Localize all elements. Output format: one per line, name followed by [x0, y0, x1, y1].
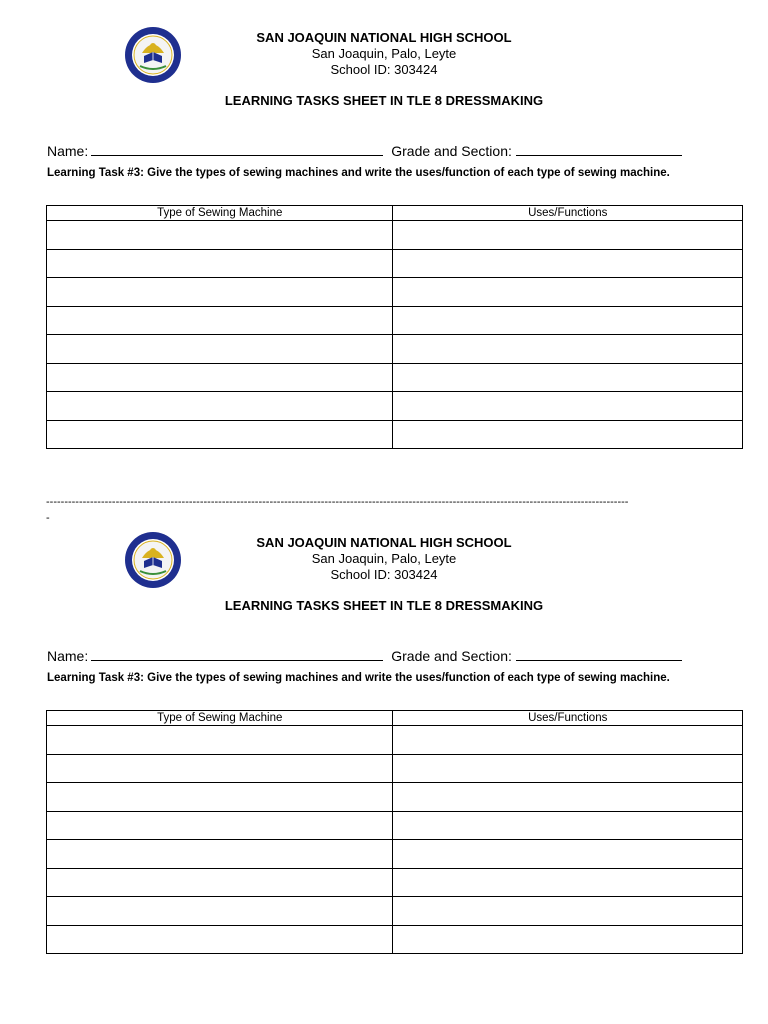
answer-table	[46, 205, 743, 449]
type-cell[interactable]	[47, 278, 393, 307]
name-field[interactable]	[91, 141, 383, 156]
table-row	[47, 811, 743, 840]
task-instructions: Learning Task #3: Give the types of sewing machines and write the uses/function of each type of sewing machine.	[47, 672, 670, 684]
table-row	[47, 783, 743, 812]
table-row	[47, 754, 743, 783]
uses-cell[interactable]	[393, 335, 743, 364]
type-cell[interactable]	[47, 783, 393, 812]
table-row	[47, 392, 743, 421]
table-row	[47, 868, 743, 897]
table-row	[47, 363, 743, 392]
header-uses: Uses/Functions	[393, 206, 743, 221]
uses-cell[interactable]	[393, 925, 743, 954]
type-cell[interactable]	[47, 221, 393, 250]
table-header-row	[47, 711, 743, 726]
worksheet-top	[0, 26, 768, 524]
type-cell[interactable]	[47, 754, 393, 783]
table-row	[47, 840, 743, 869]
grade-section-label: Grade and Section:	[391, 143, 512, 159]
school-id: School ID: 303424	[330, 567, 438, 582]
worksheet-bottom	[0, 531, 768, 1011]
task-instructions: Learning Task #3: Give the types of sewing machines and write the uses/function of each type of sewing machine.	[47, 167, 670, 179]
header-type: Type of Sewing Machine	[47, 206, 393, 221]
name-field[interactable]	[91, 646, 383, 661]
school-address: San Joaquin, Palo, Leyte	[311, 551, 457, 566]
uses-cell[interactable]	[393, 868, 743, 897]
name-label: Name:	[47, 648, 89, 664]
answer-table	[46, 710, 743, 954]
uses-cell[interactable]	[393, 363, 743, 392]
type-cell[interactable]	[47, 335, 393, 364]
name-label: Name:	[47, 143, 89, 159]
type-cell[interactable]	[47, 249, 393, 278]
type-cell[interactable]	[47, 868, 393, 897]
school-id: School ID: 303424	[330, 62, 438, 77]
cut-line-tail: -	[46, 512, 50, 524]
uses-cell[interactable]	[393, 278, 743, 307]
type-cell[interactable]	[47, 420, 393, 449]
grade-section-label: Grade and Section:	[391, 648, 512, 664]
table-row	[47, 306, 743, 335]
uses-cell[interactable]	[393, 726, 743, 755]
type-cell[interactable]	[47, 897, 393, 926]
table-row	[47, 726, 743, 755]
sheet-title: LEARNING TASKS SHEET IN TLE 8 DRESSMAKING	[224, 93, 544, 108]
type-cell[interactable]	[47, 811, 393, 840]
grade-section-field[interactable]	[516, 646, 682, 661]
uses-cell[interactable]	[393, 783, 743, 812]
uses-cell[interactable]	[393, 840, 743, 869]
school-name: SAN JOAQUIN NATIONAL HIGH SCHOOL	[256, 30, 512, 45]
school-name: SAN JOAQUIN NATIONAL HIGH SCHOOL	[256, 535, 512, 550]
school-address: San Joaquin, Palo, Leyte	[311, 46, 457, 61]
header-type: Type of Sewing Machine	[47, 711, 393, 726]
table-row	[47, 420, 743, 449]
type-cell[interactable]	[47, 306, 393, 335]
type-cell[interactable]	[47, 726, 393, 755]
uses-cell[interactable]	[393, 221, 743, 250]
grade-section-field[interactable]	[516, 141, 682, 156]
table-header-row	[47, 206, 743, 221]
uses-cell[interactable]	[393, 754, 743, 783]
sheet-title: LEARNING TASKS SHEET IN TLE 8 DRESSMAKING	[224, 598, 544, 613]
table-row	[47, 897, 743, 926]
uses-cell[interactable]	[393, 811, 743, 840]
student-info-row	[47, 646, 682, 664]
table-row	[47, 221, 743, 250]
uses-cell[interactable]	[393, 897, 743, 926]
table-row	[47, 925, 743, 954]
type-cell[interactable]	[47, 840, 393, 869]
table-row	[47, 249, 743, 278]
uses-cell[interactable]	[393, 306, 743, 335]
cut-line: ---------------------------------------------------------------------------------------------------------------------------------------------------------------	[46, 496, 629, 508]
school-header	[0, 535, 768, 583]
table-row	[47, 278, 743, 307]
student-info-row	[47, 141, 682, 159]
uses-cell[interactable]	[393, 392, 743, 421]
school-header	[0, 30, 768, 78]
type-cell[interactable]	[47, 363, 393, 392]
type-cell[interactable]	[47, 925, 393, 954]
uses-cell[interactable]	[393, 420, 743, 449]
table-row	[47, 335, 743, 364]
uses-cell[interactable]	[393, 249, 743, 278]
type-cell[interactable]	[47, 392, 393, 421]
header-uses: Uses/Functions	[393, 711, 743, 726]
